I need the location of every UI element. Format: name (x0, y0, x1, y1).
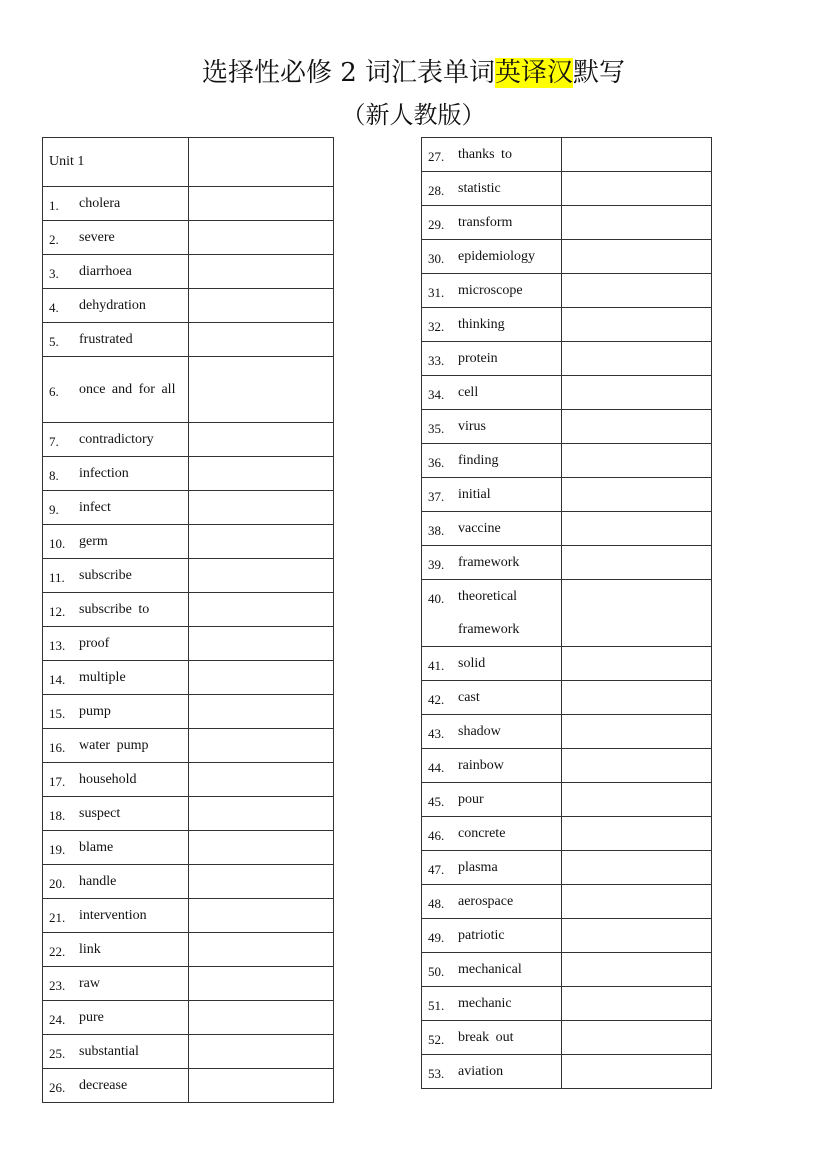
table-row (422, 308, 712, 342)
table-row (43, 357, 334, 423)
word-cell (43, 1069, 189, 1103)
answer-blank-cell[interactable] (189, 695, 334, 729)
answer-blank-cell[interactable] (562, 376, 712, 410)
word-number: 41. (428, 658, 445, 673)
word-number: 19. (49, 842, 66, 857)
answer-blank-cell[interactable] (189, 1069, 334, 1103)
answer-blank-cell[interactable] (189, 559, 334, 593)
answer-blank-cell[interactable] (189, 729, 334, 763)
table-row (422, 1021, 712, 1055)
word-text: aerospace (458, 894, 514, 909)
word-text: concrete (458, 826, 506, 841)
word-cell (43, 323, 189, 357)
word-text: shadow (458, 724, 501, 739)
word-text: thinking (458, 317, 505, 332)
answer-blank-cell[interactable] (189, 967, 334, 1001)
word-text: cell (458, 385, 479, 400)
table-row (422, 817, 712, 851)
answer-blank-cell[interactable] (562, 851, 712, 885)
table-row (43, 559, 334, 593)
word-text: vaccine (458, 521, 501, 536)
answer-blank-cell[interactable] (562, 749, 712, 783)
table-row (43, 1001, 334, 1035)
word-cell (43, 457, 189, 491)
unit-header-row (43, 138, 334, 187)
answer-blank-cell[interactable] (562, 681, 712, 715)
table-row (422, 172, 712, 206)
table-row (43, 457, 334, 491)
unit-blank-cell (189, 138, 334, 187)
answer-blank-cell[interactable] (562, 138, 712, 172)
table-row (422, 206, 712, 240)
word-cell (43, 627, 189, 661)
answer-blank-cell[interactable] (189, 457, 334, 491)
table-row (43, 695, 334, 729)
word-number: 51. (428, 998, 445, 1013)
word-number: 22. (49, 944, 66, 959)
table-row (43, 187, 334, 221)
word-cell (43, 255, 189, 289)
word-number: 48. (428, 896, 445, 911)
word-number: 23. (49, 978, 66, 993)
word-number: 50. (428, 964, 445, 979)
answer-blank-cell[interactable] (562, 512, 712, 546)
word-cell (422, 919, 562, 953)
word-text: transform (458, 215, 513, 230)
answer-blank-cell[interactable] (562, 647, 712, 681)
answer-blank-cell[interactable] (189, 357, 334, 423)
answer-blank-cell[interactable] (189, 525, 334, 559)
word-text: handle (79, 874, 117, 889)
table-row (422, 580, 712, 647)
word-text: cholera (79, 196, 121, 211)
answer-blank-cell[interactable] (562, 410, 712, 444)
table-row (422, 138, 712, 172)
word-cell (43, 423, 189, 457)
answer-blank-cell[interactable] (189, 323, 334, 357)
answer-blank-cell[interactable] (562, 783, 712, 817)
word-cell (422, 376, 562, 410)
table-row (422, 478, 712, 512)
table-row (422, 987, 712, 1021)
table-row (43, 831, 334, 865)
table-row (422, 681, 712, 715)
word-text: blame (79, 840, 114, 855)
word-text: frustrated (79, 332, 133, 347)
word-number: 49. (428, 930, 445, 945)
word-cell (43, 797, 189, 831)
word-number: 33. (428, 353, 445, 368)
word-number: 26. (49, 1080, 66, 1095)
word-number: 30. (428, 251, 445, 266)
answer-blank-cell[interactable] (189, 491, 334, 525)
table-row (43, 865, 334, 899)
word-text: aviation (458, 1064, 504, 1079)
word-cell (422, 206, 562, 240)
word-cell (422, 783, 562, 817)
word-cell (43, 899, 189, 933)
word-cell (422, 410, 562, 444)
word-text: intervention (79, 908, 147, 923)
word-text: severe (79, 230, 115, 245)
answer-blank-cell[interactable] (562, 953, 712, 987)
word-text: finding (458, 453, 499, 468)
word-number: 7. (49, 434, 59, 449)
answer-blank-cell[interactable] (189, 933, 334, 967)
word-cell (422, 1055, 562, 1089)
answer-blank-cell[interactable] (562, 274, 712, 308)
word-text: proof (79, 636, 110, 651)
word-cell (422, 546, 562, 580)
word-cell (43, 289, 189, 323)
word-text: pure (79, 1010, 104, 1025)
word-text: break out (458, 1030, 514, 1045)
answer-blank-cell[interactable] (562, 342, 712, 376)
answer-blank-cell[interactable] (189, 221, 334, 255)
table-row (422, 715, 712, 749)
word-number: 8. (49, 468, 59, 483)
word-number: 31. (428, 285, 445, 300)
word-number: 37. (428, 489, 445, 504)
unit-label: Unit 1 (43, 138, 189, 187)
word-number: 42. (428, 692, 445, 707)
table-row (422, 1055, 712, 1089)
answer-blank-cell[interactable] (562, 478, 712, 512)
answer-blank-cell[interactable] (562, 987, 712, 1021)
page-subtitle: （新人教版） (341, 101, 486, 129)
word-number: 1. (49, 198, 59, 213)
answer-blank-cell[interactable] (189, 661, 334, 695)
table-row (422, 919, 712, 953)
word-text: cast (458, 690, 480, 705)
word-cell (43, 525, 189, 559)
title-highlight: 英译汉 (495, 58, 574, 88)
word-cell (43, 491, 189, 525)
table-row (422, 240, 712, 274)
word-number: 21. (49, 910, 66, 925)
page-title (0, 56, 827, 90)
word-text: multiple (79, 670, 126, 685)
word-cell (43, 831, 189, 865)
word-number: 18. (49, 808, 66, 823)
answer-blank-cell[interactable] (562, 919, 712, 953)
answer-blank-cell[interactable] (189, 627, 334, 661)
table-row (422, 342, 712, 376)
table-row (43, 661, 334, 695)
word-cell (43, 933, 189, 967)
word-text: mechanical (458, 962, 522, 977)
word-cell (43, 221, 189, 255)
answer-blank-cell[interactable] (189, 187, 334, 221)
word-number: 20. (49, 876, 66, 891)
word-text: household (79, 772, 137, 787)
word-text: solid (458, 656, 486, 671)
word-number: 39. (428, 557, 445, 572)
table-row (422, 953, 712, 987)
word-text: epidemiology (458, 249, 535, 264)
word-cell (43, 967, 189, 1001)
answer-blank-cell[interactable] (562, 240, 712, 274)
word-cell (422, 749, 562, 783)
answer-blank-cell[interactable] (562, 715, 712, 749)
table-row (422, 749, 712, 783)
word-number: 12. (49, 604, 66, 619)
word-text: diarrhoea (79, 264, 132, 279)
answer-blank-cell[interactable] (189, 1001, 334, 1035)
word-cell (43, 695, 189, 729)
answer-blank-cell[interactable] (189, 831, 334, 865)
word-cell (422, 240, 562, 274)
word-cell (422, 478, 562, 512)
word-text: germ (79, 534, 108, 549)
word-text: substantial (79, 1044, 139, 1059)
word-number: 15. (49, 706, 66, 721)
word-cell (43, 1035, 189, 1069)
answer-blank-cell[interactable] (189, 899, 334, 933)
answer-blank-cell[interactable] (189, 1035, 334, 1069)
word-text: protein (458, 351, 498, 366)
table-row (43, 967, 334, 1001)
word-text: plasma (458, 860, 498, 875)
word-number: 27. (428, 149, 445, 164)
word-number: 29. (428, 217, 445, 232)
word-text: framework (458, 555, 520, 570)
word-text: subscribe (79, 568, 132, 583)
table-row (422, 647, 712, 681)
word-number: 3. (49, 266, 59, 281)
word-cell (43, 661, 189, 695)
word-number: 11. (49, 570, 65, 585)
word-number: 46. (428, 828, 445, 843)
table-row (43, 593, 334, 627)
word-text: decrease (79, 1078, 128, 1093)
answer-blank-cell[interactable] (562, 1021, 712, 1055)
word-number: 53. (428, 1066, 445, 1081)
table-row (422, 851, 712, 885)
word-number: 25. (49, 1046, 66, 1061)
word-cell (422, 715, 562, 749)
word-cell (422, 512, 562, 546)
answer-blank-cell[interactable] (562, 444, 712, 478)
word-text: rainbow (458, 758, 504, 773)
answer-blank-cell[interactable] (562, 206, 712, 240)
table-row (422, 783, 712, 817)
answer-blank-cell[interactable] (189, 289, 334, 323)
word-number: 45. (428, 794, 445, 809)
table-row (43, 491, 334, 525)
word-text: infect (79, 500, 111, 515)
title-suffix: 默写 (573, 58, 626, 88)
word-text: dehydration (79, 298, 146, 313)
word-number: 34. (428, 387, 445, 402)
table-row (422, 546, 712, 580)
word-text: subscribe to (79, 602, 150, 617)
table-row (422, 885, 712, 919)
table-row (422, 274, 712, 308)
word-text: mechanic (458, 996, 512, 1011)
table-row (43, 899, 334, 933)
word-number: 36. (428, 455, 445, 470)
word-text: theoretical framework (458, 589, 520, 637)
word-text: link (79, 942, 101, 957)
table-row (43, 423, 334, 457)
vocab-table-left (42, 137, 334, 1103)
table-row (43, 525, 334, 559)
word-cell (422, 681, 562, 715)
answer-blank-cell[interactable] (562, 580, 712, 647)
word-cell (422, 1021, 562, 1055)
word-number: 4. (49, 300, 59, 315)
word-cell (43, 559, 189, 593)
table-row (43, 323, 334, 357)
word-cell (422, 274, 562, 308)
table-row (422, 512, 712, 546)
word-cell (422, 138, 562, 172)
word-number: 10. (49, 536, 66, 551)
table-row (422, 444, 712, 478)
word-text: patriotic (458, 928, 505, 943)
word-cell (422, 580, 562, 647)
word-text: once and for all (79, 382, 176, 397)
answer-blank-cell[interactable] (562, 817, 712, 851)
word-number: 2. (49, 232, 59, 247)
table-row (422, 410, 712, 444)
answer-blank-cell[interactable] (562, 546, 712, 580)
table-row (43, 627, 334, 661)
word-number: 44. (428, 760, 445, 775)
word-number: 38. (428, 523, 445, 538)
word-cell (422, 953, 562, 987)
title-prefix: 选择性必修 2 词汇表单词 (201, 58, 496, 88)
answer-blank-cell[interactable] (189, 255, 334, 289)
word-text: pour (458, 792, 484, 807)
answer-blank-cell[interactable] (189, 763, 334, 797)
word-cell (43, 357, 189, 423)
word-number: 14. (49, 672, 66, 687)
word-number: 17. (49, 774, 66, 789)
word-cell (43, 865, 189, 899)
word-number: 6. (49, 384, 59, 399)
word-cell (43, 593, 189, 627)
word-cell (422, 987, 562, 1021)
word-number: 52. (428, 1032, 445, 1047)
word-number: 32. (428, 319, 445, 334)
word-cell (43, 729, 189, 763)
word-text: thanks to (458, 147, 512, 162)
table-row (43, 255, 334, 289)
table-row (43, 1069, 334, 1103)
answer-blank-cell[interactable] (189, 593, 334, 627)
answer-blank-cell[interactable] (562, 172, 712, 206)
answer-blank-cell[interactable] (189, 865, 334, 899)
answer-blank-cell[interactable] (562, 885, 712, 919)
table-row (43, 1035, 334, 1069)
word-text: suspect (79, 806, 121, 821)
table-row (43, 729, 334, 763)
word-number: 28. (428, 183, 445, 198)
word-cell (422, 172, 562, 206)
word-cell (422, 817, 562, 851)
word-text: infection (79, 466, 129, 481)
word-cell (43, 763, 189, 797)
word-text: microscope (458, 283, 523, 298)
answer-blank-cell[interactable] (562, 1055, 712, 1089)
table-row (43, 221, 334, 255)
word-number: 40. (428, 591, 445, 606)
answer-blank-cell[interactable] (189, 797, 334, 831)
answer-blank-cell[interactable] (189, 423, 334, 457)
word-cell (422, 885, 562, 919)
word-number: 24. (49, 1012, 66, 1027)
word-cell (422, 444, 562, 478)
word-cell (422, 342, 562, 376)
word-text: water pump (79, 738, 149, 753)
word-text: statistic (458, 181, 501, 196)
word-cell (43, 187, 189, 221)
word-number: 16. (49, 740, 66, 755)
word-number: 9. (49, 502, 59, 517)
answer-blank-cell[interactable] (562, 308, 712, 342)
word-text: initial (458, 487, 491, 502)
word-text: pump (79, 704, 111, 719)
word-cell (422, 851, 562, 885)
word-text: raw (79, 976, 100, 991)
word-number: 13. (49, 638, 66, 653)
table-row (43, 933, 334, 967)
vocab-table-right (421, 137, 712, 1089)
word-cell (422, 308, 562, 342)
word-cell (422, 647, 562, 681)
table-row (422, 376, 712, 410)
word-text: virus (458, 419, 486, 434)
word-number: 35. (428, 421, 445, 436)
word-number: 43. (428, 726, 445, 741)
word-cell (43, 1001, 189, 1035)
table-row (43, 763, 334, 797)
table-row (43, 797, 334, 831)
word-number: 5. (49, 334, 59, 349)
word-number: 47. (428, 862, 445, 877)
word-text: contradictory (79, 432, 154, 447)
table-row (43, 289, 334, 323)
